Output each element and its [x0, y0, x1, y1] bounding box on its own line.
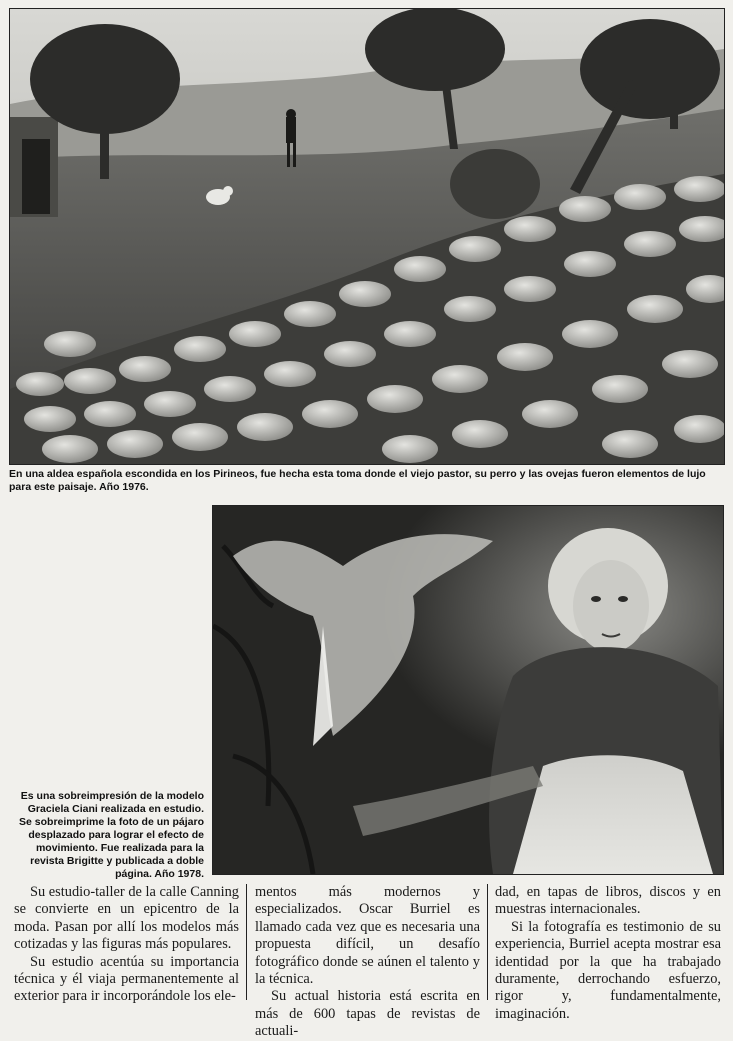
photo-model-image — [213, 506, 723, 874]
photo-model-superimposition — [212, 505, 724, 875]
text-column-2 — [255, 884, 480, 1041]
text-column-3 — [495, 884, 721, 1023]
paragraph: Su estudio-taller de la calle Canning se convierte en un epicentro de la moda. Pasan por allí los modelos más cotizadas y las figuras más populares. — [14, 884, 240, 953]
paragraph: Su actual historia está escrita en más de 600 tapas de revistas de actuali- — [255, 988, 480, 1040]
photo-caption-model: Es una sobreimpresión de la modelo Graciela Ciani realizada en estudio. Se sobreimprime la foto de un pájaro desplazado para lograr el efecto de movimiento. Fue realizada para la revista Brigitte y publicada a doble página. Año 1978. — [19, 790, 204, 880]
photo-caption-shepherd: En una aldea española escondida en los Pirineos, fue hecha esta toma donde el viejo pastor, su perro y las ovejas fueron elementos de lujo para este paisaje. Año 1976. — [9, 468, 706, 493]
paragraph: mentos más modernos y especializados. Oscar Burriel es llamado cada vez que es necesaria una propuesta difícil, un desafío fotográfico donde se aúnen el talento y la técnica. — [255, 884, 480, 988]
column-divider — [487, 884, 488, 1000]
text-column-1 — [14, 884, 239, 1006]
column-divider — [246, 884, 247, 1000]
photo-shepherd-sheep-image — [10, 9, 724, 464]
photo-shepherd-sheep — [9, 8, 725, 465]
paragraph: Su estudio acentúa su importancia técnica y él viaja permanentemente al exterior para ir incorporándole los ele- — [14, 953, 239, 1005]
paragraph: dad, en tapas de libros, discos y en muestras internacionales. — [495, 884, 721, 918]
paragraph: Si la fotografía es testimonio de su experiencia, Burriel acepta mostrar esa identidad por la que ha trabajado duramente, derrochando esfuerzo, rigor y, fundamentalmente, imaginación. — [495, 918, 721, 1022]
show-through-texture — [14, 498, 204, 782]
